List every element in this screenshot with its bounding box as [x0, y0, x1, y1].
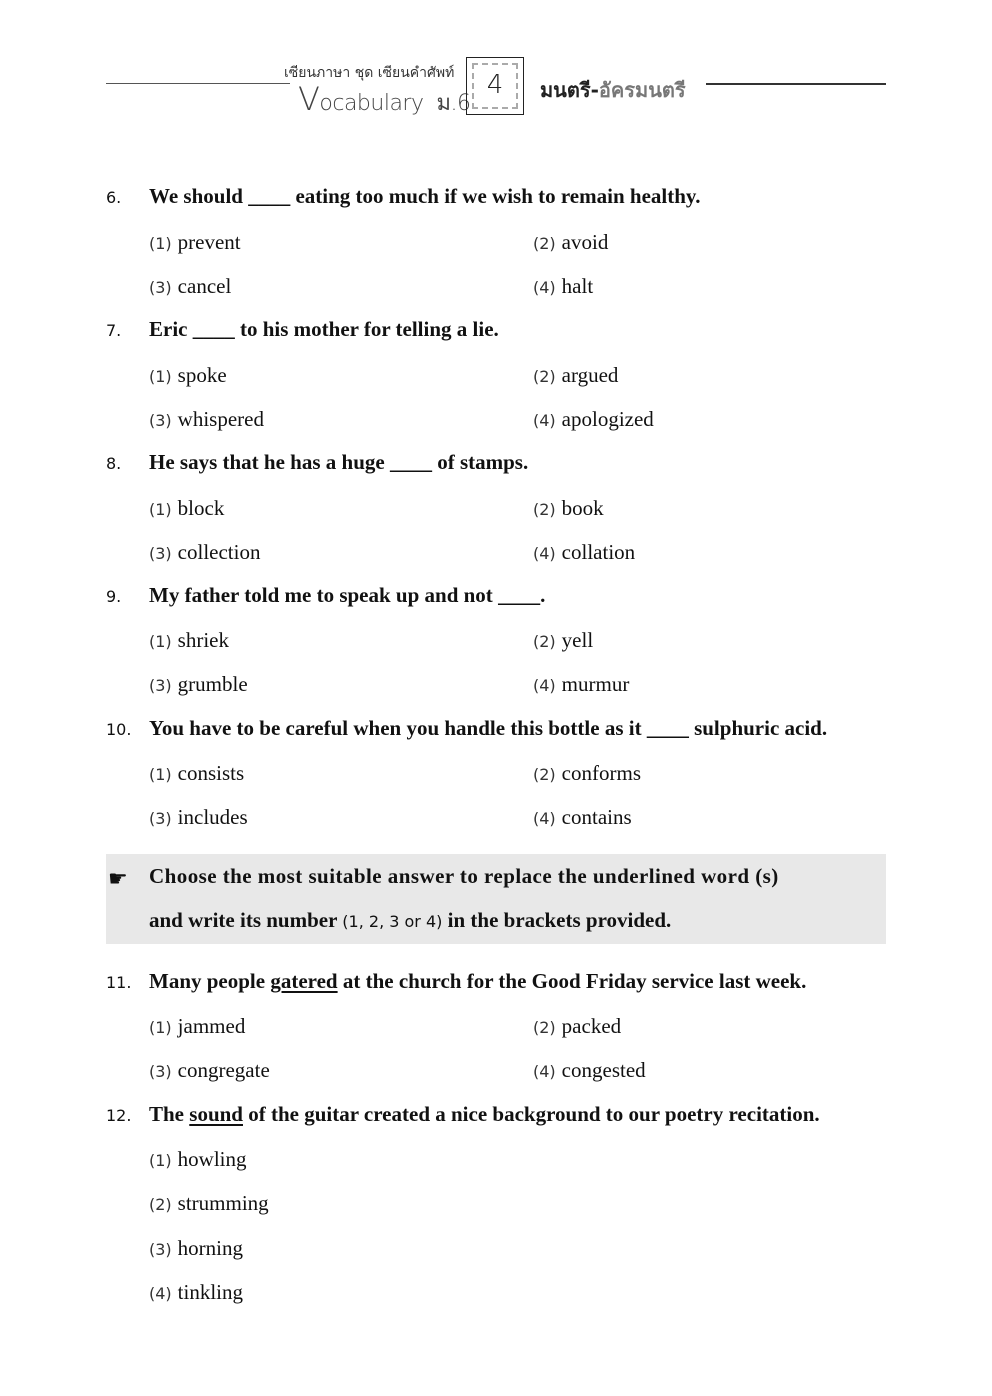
question-number: 11.	[106, 973, 132, 992]
instruction-numbers: (1, 2, 3 or 4)	[342, 912, 443, 931]
book-title-rest: ocabulary	[319, 91, 424, 116]
option	[533, 1014, 621, 1039]
question-text: at the church for the Good Friday service last week.	[337, 969, 807, 993]
option-text: packed	[561, 1014, 622, 1038]
option	[533, 407, 654, 432]
option-number: (1)	[149, 234, 172, 253]
author-brand	[540, 74, 686, 106]
question-11	[106, 969, 806, 994]
question-9	[106, 583, 545, 608]
option-number: (4)	[149, 1284, 172, 1303]
option	[149, 1058, 270, 1083]
option	[533, 540, 635, 565]
option-text: congregate	[177, 1058, 270, 1082]
option-text: horning	[177, 1236, 243, 1260]
option	[149, 805, 248, 830]
option-text: apologized	[561, 407, 654, 431]
option-text: collation	[561, 540, 636, 564]
page-number-box	[466, 57, 524, 115]
option-number: (3)	[149, 809, 172, 828]
option-number: (1)	[149, 765, 172, 784]
page-number: 4	[486, 70, 504, 100]
option	[149, 496, 224, 521]
option-text: collection	[177, 540, 261, 564]
grade-label: ม.6	[436, 91, 471, 116]
option	[149, 363, 227, 388]
question-text: He says that he has a huge	[149, 450, 390, 474]
instruction-line-2	[149, 908, 671, 933]
question-text: .	[540, 583, 546, 607]
instruction-line-1: Choose the most suitable answer to replace the underlined word (s)	[149, 864, 779, 888]
option-number: (2)	[533, 367, 556, 386]
option-number: (2)	[533, 632, 556, 651]
instruction-text: in the brackets provided.	[442, 908, 672, 932]
question-blank: ____	[192, 317, 235, 341]
question-12	[106, 1102, 820, 1127]
question-text: of stamps.	[431, 450, 529, 474]
instruction-box	[106, 854, 886, 944]
question-number: 8.	[106, 454, 122, 473]
header-rule-left	[106, 83, 290, 84]
option	[533, 672, 629, 697]
question-number: 6.	[106, 188, 122, 207]
option-number: (1)	[149, 1018, 172, 1037]
option-number: (1)	[149, 1151, 172, 1170]
option-text: tinkling	[177, 1280, 244, 1304]
option-number: (3)	[149, 1240, 172, 1259]
pointing-hand-icon: ☛	[108, 866, 128, 891]
option-text: jammed	[177, 1014, 246, 1038]
question-text: to his mother for telling a lie.	[234, 317, 499, 341]
option-text: book	[561, 496, 604, 520]
option	[533, 761, 641, 786]
question-text: of the guitar created a nice background to our poetry recitation.	[242, 1102, 820, 1126]
option-text: consists	[177, 761, 245, 785]
question-10	[106, 716, 827, 741]
instruction-text: and write its number	[149, 908, 343, 932]
option-number: (1)	[149, 500, 172, 519]
question-text: sulphuric acid.	[688, 716, 828, 740]
underlined-word: sound	[189, 1102, 243, 1126]
option-text: argued	[561, 363, 619, 387]
option	[533, 274, 593, 299]
option	[149, 540, 260, 565]
option-number: (4)	[533, 809, 556, 828]
option-text: contains	[561, 805, 632, 829]
question-7	[106, 317, 499, 342]
option-text: whispered	[177, 407, 264, 431]
option-text: includes	[177, 805, 248, 829]
option-number: (2)	[533, 765, 556, 784]
option-text: grumble	[177, 672, 248, 696]
option	[533, 805, 632, 830]
option-text: halt	[561, 274, 594, 298]
option	[533, 496, 604, 521]
option-number: (4)	[533, 411, 556, 430]
question-blank: ____	[248, 184, 291, 208]
option	[149, 1236, 243, 1261]
question-text: Eric	[149, 317, 193, 341]
question-number: 9.	[106, 587, 122, 606]
option-text: prevent	[177, 230, 241, 254]
option	[149, 1280, 243, 1305]
option-text: avoid	[561, 230, 609, 254]
underlined-word: gatered	[270, 969, 338, 993]
option	[533, 628, 593, 653]
book-title	[298, 80, 471, 120]
option-number: (3)	[149, 1062, 172, 1081]
option-number: (4)	[533, 676, 556, 695]
option	[149, 761, 244, 786]
question-text: The	[149, 1102, 190, 1126]
option	[149, 1191, 269, 1216]
question-number: 10.	[106, 720, 132, 739]
question-text: My father told me to speak up and not	[149, 583, 499, 607]
question-text: eating too much if we wish to remain healthy.	[290, 184, 701, 208]
option-number: (2)	[533, 1018, 556, 1037]
question-number: 12.	[106, 1106, 132, 1125]
option-number: (4)	[533, 278, 556, 297]
option-number: (2)	[149, 1195, 172, 1214]
option-text: strumming	[177, 1191, 269, 1215]
author-name-b: อัครมนตรี	[598, 78, 686, 102]
option	[533, 1058, 646, 1083]
option-text: conforms	[561, 761, 641, 785]
series-title: เซียนภาษา ชุด เซียนคำศัพท์	[284, 65, 455, 81]
option-number: (1)	[149, 632, 172, 651]
option-text: cancel	[177, 274, 232, 298]
option	[149, 407, 264, 432]
question-text: You have to be careful when you handle this bottle as it	[149, 716, 647, 740]
option	[149, 672, 248, 697]
question-blank: ____	[498, 583, 541, 607]
option	[149, 1014, 245, 1039]
question-blank: ____	[389, 450, 432, 474]
option-number: (2)	[533, 234, 556, 253]
question-blank: ____	[646, 716, 689, 740]
option-number: (1)	[149, 367, 172, 386]
option-text: yell	[561, 628, 594, 652]
option	[149, 1147, 247, 1172]
option-text: murmur	[561, 672, 630, 696]
question-text: We should	[149, 184, 249, 208]
option-text: shriek	[177, 628, 229, 652]
option-text: congested	[561, 1058, 646, 1082]
option-number: (3)	[149, 411, 172, 430]
option-number: (3)	[149, 676, 172, 695]
option-number: (3)	[149, 278, 172, 297]
question-6	[106, 184, 701, 209]
option	[149, 230, 241, 255]
option	[149, 628, 229, 653]
option-number: (3)	[149, 544, 172, 563]
option-text: spoke	[177, 363, 227, 387]
option-number: (4)	[533, 544, 556, 563]
option-number: (2)	[533, 500, 556, 519]
question-number: 7.	[106, 321, 122, 340]
author-name-a: มนตรี-	[540, 78, 599, 102]
option-text: howling	[177, 1147, 247, 1171]
book-title-initial: V	[298, 80, 320, 118]
option	[533, 230, 608, 255]
header-rule-right	[706, 83, 886, 85]
option	[149, 274, 231, 299]
option	[533, 363, 618, 388]
question-text: Many people	[149, 969, 271, 993]
question-8	[106, 450, 528, 475]
option-text: block	[177, 496, 225, 520]
option-number: (4)	[533, 1062, 556, 1081]
